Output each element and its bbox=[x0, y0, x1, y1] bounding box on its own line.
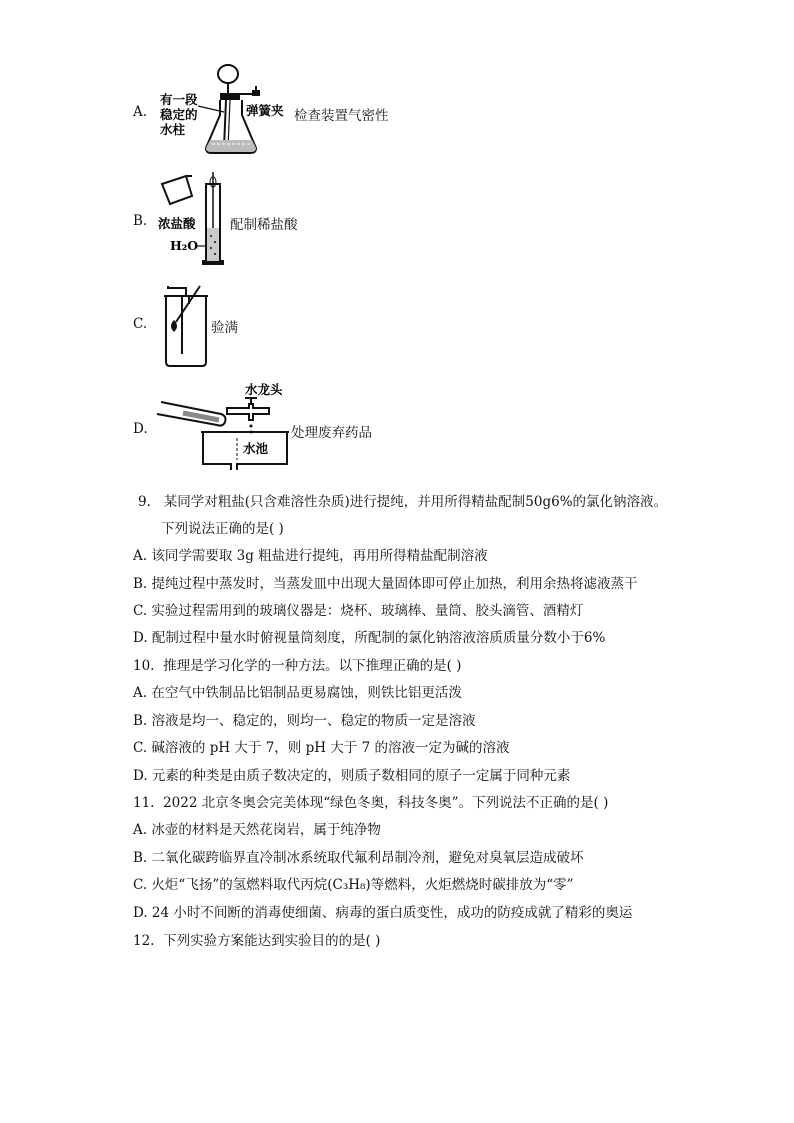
q9-option-c: C. 实验过程需用到的玻璃仪器是：烧杯、玻璃棒、量筒、胶头滴管、酒精灯 bbox=[133, 603, 584, 619]
q11-option-b: B. 二氧化碳跨临界直冷制冰系统取代氟利昂制冷剂，避免对臭氧层造成破坏 bbox=[133, 850, 584, 866]
q10-option-b: B. 溶液是均一、稳定的，则均一、稳定的物质一定是溶液 bbox=[133, 713, 476, 729]
water-column-label-2: 稳定的 bbox=[160, 107, 198, 122]
q11-stem bbox=[133, 791, 608, 811]
option-b-letter: B. bbox=[133, 213, 148, 229]
q9-option-b: B. 提纯过程中蒸发时，当蒸发皿中出现大量固体即可停止加热，利用余热将滤液蒸干 bbox=[133, 576, 638, 592]
q9-number: 9. bbox=[138, 494, 151, 510]
option-b-caption: 配制稀盐酸 bbox=[230, 217, 298, 233]
conc-hcl-label: 浓盐酸 bbox=[158, 216, 196, 231]
q10-option-c: C. 碱溶液的 pH 大于 7，则 pH 大于 7 的溶液一定为碱的溶液 bbox=[133, 740, 510, 756]
q9-stem-line-2: 下列说法正确的是( ) bbox=[161, 521, 284, 537]
q12-number: 12. bbox=[133, 933, 155, 949]
option-a-caption: 检查装置气密性 bbox=[294, 108, 389, 124]
q11-option-d: D. 24 小时不间断的消毒使细菌、病毒的蛋白质变性，成功的防疫成就了精彩的奥运 bbox=[133, 905, 633, 921]
q10-stem-text: 推理是学习化学的一种方法。以下推理正确的是( ) bbox=[163, 658, 462, 674]
gas-full-test-figure bbox=[160, 282, 212, 368]
tap-label: 水龙头 bbox=[245, 382, 283, 397]
option-c-caption: 验满 bbox=[211, 320, 238, 336]
q10-number: 10. bbox=[133, 658, 155, 674]
spring-clamp-label: 弹簧夹 bbox=[246, 103, 284, 118]
sink-label: 水池 bbox=[243, 441, 269, 456]
q9-option-d: D. 配制过程中量水时俯视量筒刻度，所配制的氯化钠溶液溶质质量分数小于6% bbox=[133, 630, 606, 646]
q11-option-a: A. 冰壶的材料是天然花岗岩，属于纯净物 bbox=[133, 822, 381, 838]
option-c-letter: C. bbox=[133, 316, 148, 332]
q10-option-a: A. 在空气中铁制品比铝制品更易腐蚀，则铁比铝更活泼 bbox=[133, 685, 462, 701]
q10-option-d: D. 元素的种类是由质子数决定的，则质子数相同的原子一定属于同种元素 bbox=[133, 768, 571, 784]
q11-option-c: C. 火炬“飞扬”的氢燃料取代丙烷(C₃H₈)等燃料，火炬燃烧时碳排放为“零” bbox=[133, 877, 574, 893]
water-column-label-3: 水柱 bbox=[160, 122, 186, 137]
dilute-acid-figure bbox=[158, 170, 232, 270]
waste-disposal-figure bbox=[153, 380, 289, 470]
q9-stem-line-1 bbox=[138, 490, 667, 510]
airtightness-check-figure bbox=[156, 60, 296, 160]
q9-option-a: A. 该同学需要取 3g 粗盐进行提纯，再用所得精盐配制溶液 bbox=[133, 548, 488, 564]
q11-number: 11. bbox=[133, 795, 155, 811]
option-d-caption: 处理废弃药品 bbox=[291, 425, 372, 441]
q12-stem bbox=[133, 929, 380, 949]
water-label: H₂O bbox=[170, 238, 199, 253]
option-a-letter: A. bbox=[133, 104, 148, 120]
q12-stem-text: 下列实验方案能达到实验目的的是( ) bbox=[163, 933, 381, 949]
water-column-label-1: 有一段 bbox=[160, 92, 198, 107]
q10-stem bbox=[133, 654, 461, 674]
q9-stem-text-1: 某同学对粗盐(只含难溶性杂质)进行提纯，并用所得精盐配制50g6%的氯化钠溶液。 bbox=[163, 494, 668, 510]
option-d-letter: D. bbox=[133, 421, 148, 437]
q11-stem-text: 2022 北京冬奥会完美体现“绿色冬奥，科技冬奥”。下列说法不正确的是( ) bbox=[163, 795, 609, 811]
